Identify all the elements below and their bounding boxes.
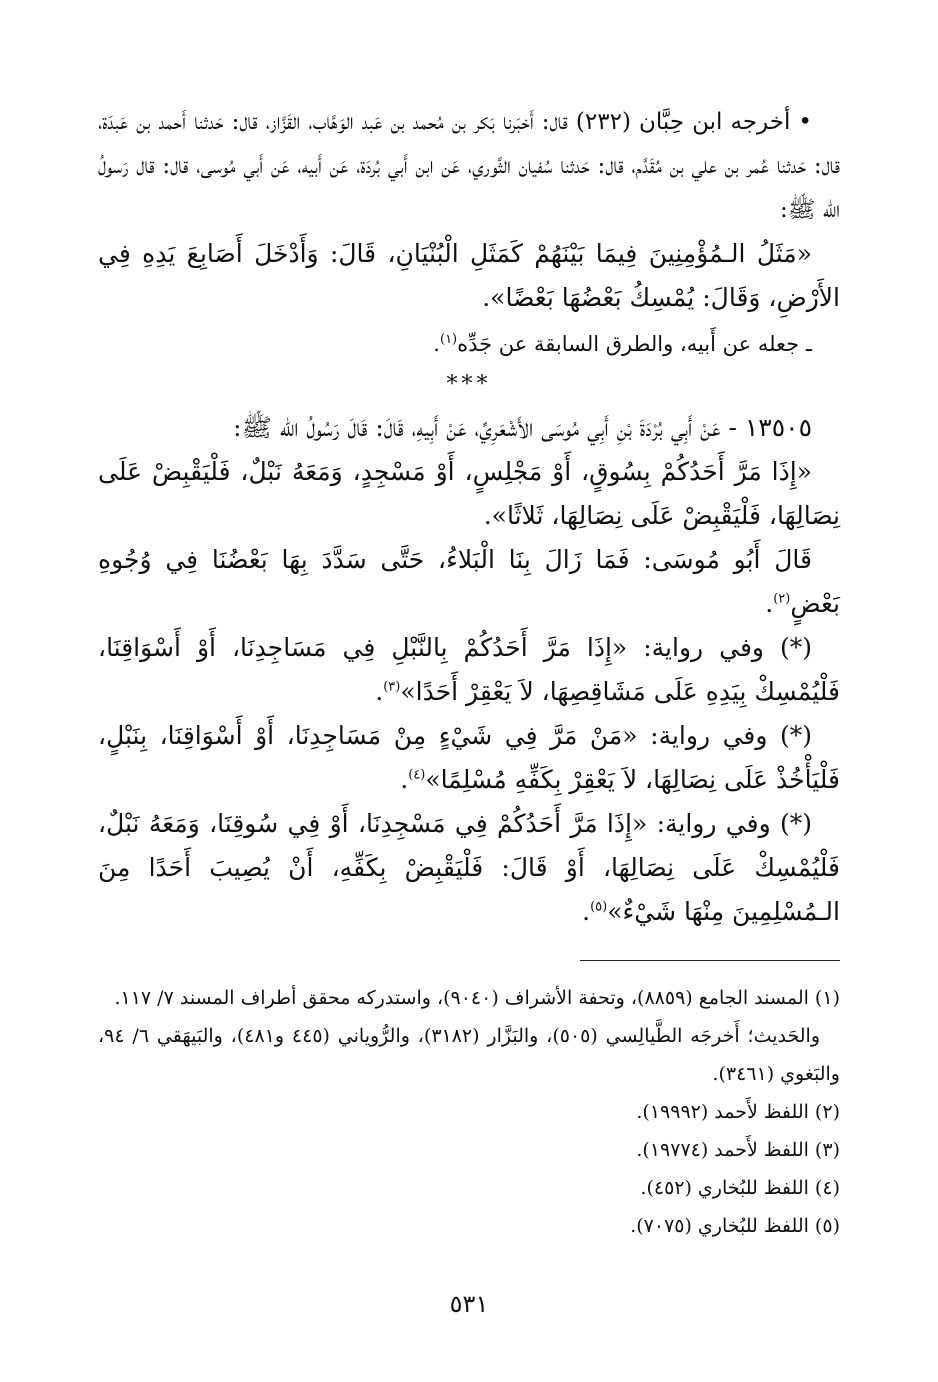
footnote-ref-1: (١) bbox=[439, 332, 458, 347]
riwaya-2: (*) وفي رواية: «مَنْ مَرَّ فِي شَيْءٍ مِنْ مَسَاجِدِنَا، أَوْ أَسْوَاقِنَا، بِنَبْلٍ، فَلْيَأْخُذْ عَلَى نِصَالِهَا، لاَ يَعْقِرْ بِكَفِّهِ مُسْلِمًا»$^{(٤)}$. bbox=[98, 721, 840, 794]
footnote-ref-4: (٤) bbox=[408, 767, 426, 783]
footnote-ref-5: (٥) bbox=[590, 899, 608, 915]
narration-note-text: ـ جعله عن أَبيه، والطرق السابقة عن جَدِّه bbox=[457, 332, 812, 356]
footnote-4: (٤) اللفظ للبُخاري (٤٥٢). bbox=[640, 1177, 840, 1199]
footnote-ref-2: (٢) bbox=[773, 591, 791, 607]
footnote-1: (١) المسند الجامع (٨٨٥٩)، وتحفة الأشراف (٩٠٤٠)، واستدركه محقق أطراف المسند ٧/ ١١٧. bbox=[114, 987, 840, 1009]
hadith-heading: ١٣٥٠٥ - عَنْ أَبِي بُرْدَةَ بْنِ أَبِي مُوسَى الأَشْعَرِيِّ، عَنْ أَبِيهِ، قَالَ: قَالَ رَسُولُ الله ﷺ: bbox=[233, 413, 812, 442]
abu-musa-statement: قَالَ أَبُو مُوسَى: فَمَا زَالَ بِنَا الْبَلاءُ، حَتَّى سَدَّدَ بِهَا بَعْضُنَا فِي وُجُوهِ بَعْضٍ$^{(٢)}$. bbox=[98, 545, 840, 618]
riwaya-2-text: (*) وفي رواية: «مَنْ مَرَّ فِي شَيْءٍ مِنْ مَسَاجِدِنَا، أَوْ أَسْوَاقِنَا، بِنَبْلٍ، فَلْيَأْخُذْ عَلَى نِصَالِهَا، لاَ يَعْقِرْ بِكَفِّهِ مُسْلِمًا» bbox=[98, 721, 840, 794]
hadith-text-1: «مَثَلُ الـمُؤْمِنِينَ فِيمَا بَيْنَهُمْ كَمَثَلِ الْبُنْيَانِ، قَالَ: وَأَدْخَلَ أَصَابِعَ يَدِهِ فِي الأَرْضِ، وَقَالَ: يُمْسِكُ بَعْضُهَا بَعْضًا». bbox=[98, 239, 840, 312]
page-body bbox=[98, 100, 840, 1245]
footnote-1-continued: والحَديث؛ أَخرجَه الطَّيالِسي (٥٠٥)، والبَزَّار (٣١٨٢)، والرُّوياني (٤٤٥ و٤٨١)، والبَيهَقي ٦/ ٩٤، والبَغوي (٣٤٦١). bbox=[98, 1025, 840, 1085]
hadith-text-2: «إِذَا مَرَّ أَحَدُكُمْ بِسُوقٍ، أَوْ مَجْلِسٍ، أَوْ مَسْجِدٍ، وَمَعَهُ نَبْلٌ، فَلْيَقْبِضْ عَلَى نِصَالِهَا، فَلْيَقْبِضْ عَلَى نِصَالِهَا، ثَلاثًا». bbox=[98, 457, 840, 530]
riwaya-3-text: (*) وفي رواية: «إِذَا مَرَّ أَحَدُكُمْ فِي مَسْجِدِنَا، أَوْ فِي سُوقِنَا، وَمَعَهُ نَبْلٌ، فَلْيُمْسِكْ عَلَى نِصَالِهَا، أَوْ قَالَ: فَلْيَقْبِضْ بِكَفِّهِ، أَنْ يُصِيبَ أَحَدًا مِنَ الـمُسْلِمِينَ مِنْهَا شَيْءٌ» bbox=[98, 809, 840, 926]
riwaya-1: (*) وفي رواية: «إِذَا مَرَّ أَحَدُكُمْ بِالنَّبْلِ فِي مَسَاجِدِنَا، أَوْ أَسْوَاقِنَا، فَلْيُمْسِكْ بِيَدِهِ عَلَى مَشَاقِصِهَا، لاَ يَعْقِرْ أَحَدًا»$^{(٣)}$. bbox=[98, 633, 840, 706]
footnote-ref-3: (٣) bbox=[383, 679, 401, 695]
riwaya-1-text: (*) وفي رواية: «إِذَا مَرَّ أَحَدُكُمْ بِالنَّبْلِ فِي مَسَاجِدِنَا، أَوْ أَسْوَاقِنَا، فَلْيُمْسِكْ بِيَدِهِ عَلَى مَشَاقِصِهَا، لاَ يَعْقِرْ أَحَدًا» bbox=[98, 633, 840, 706]
footnote-2: (٢) اللفظ لأَحمد (١٩٩٩٢). bbox=[636, 1101, 840, 1123]
narration-note: ـ جعله عن أَبيه، والطرق السابقة عن جَدِّه$^{(١)}$. bbox=[433, 332, 812, 356]
isnad-paragraph: • أخرجه ابن حِبَّان (٢٣٢) قال: أَخبَرنا بَكر بن مُحمد بن عَبد الوَهَّاب، القَزَّاز، قال: حَدثنا أَحمد بن عَبدَة، قال: حَدثنا عُمر بن علي بن مُقَدَّم، قال: حَدثنا سُفيان الثَّوري، عَن ابن أَبي بُردَة، عَن أَبيه، عَن أَبي مُوسى، قال: قال رَسولُ الله ﷺ: bbox=[98, 109, 840, 223]
footnote-3: (٣) اللفظ لأَحمد (١٩٧٧٤). bbox=[636, 1139, 840, 1161]
riwaya-3: (*) وفي رواية: «إِذَا مَرَّ أَحَدُكُمْ فِي مَسْجِدِنَا، أَوْ فِي سُوقِنَا، وَمَعَهُ نَبْلٌ، فَلْيُمْسِكْ عَلَى نِصَالِهَا، أَوْ قَالَ: فَلْيَقْبِضْ بِكَفِّهِ، أَنْ يُصِيبَ أَحَدًا مِنَ الـمُسْلِمِينَ مِنْهَا شَيْءٌ»$^{(٥)}$. bbox=[98, 809, 840, 926]
abu-musa-text: قَالَ أَبُو مُوسَى: فَمَا زَالَ بِنَا الْبَلاءُ، حَتَّى سَدَّدَ بِهَا بَعْضُنَا فِي وُجُوهِ بَعْضٍ bbox=[98, 545, 840, 618]
footnote-5: (٥) اللفظ للبُخاري (٧٠٧٥). bbox=[630, 1215, 840, 1237]
footnotes bbox=[98, 979, 840, 1245]
footnote-divider bbox=[580, 960, 840, 961]
page-number: ٥٣١ bbox=[449, 1290, 489, 1318]
section-separator: *** bbox=[446, 372, 492, 397]
